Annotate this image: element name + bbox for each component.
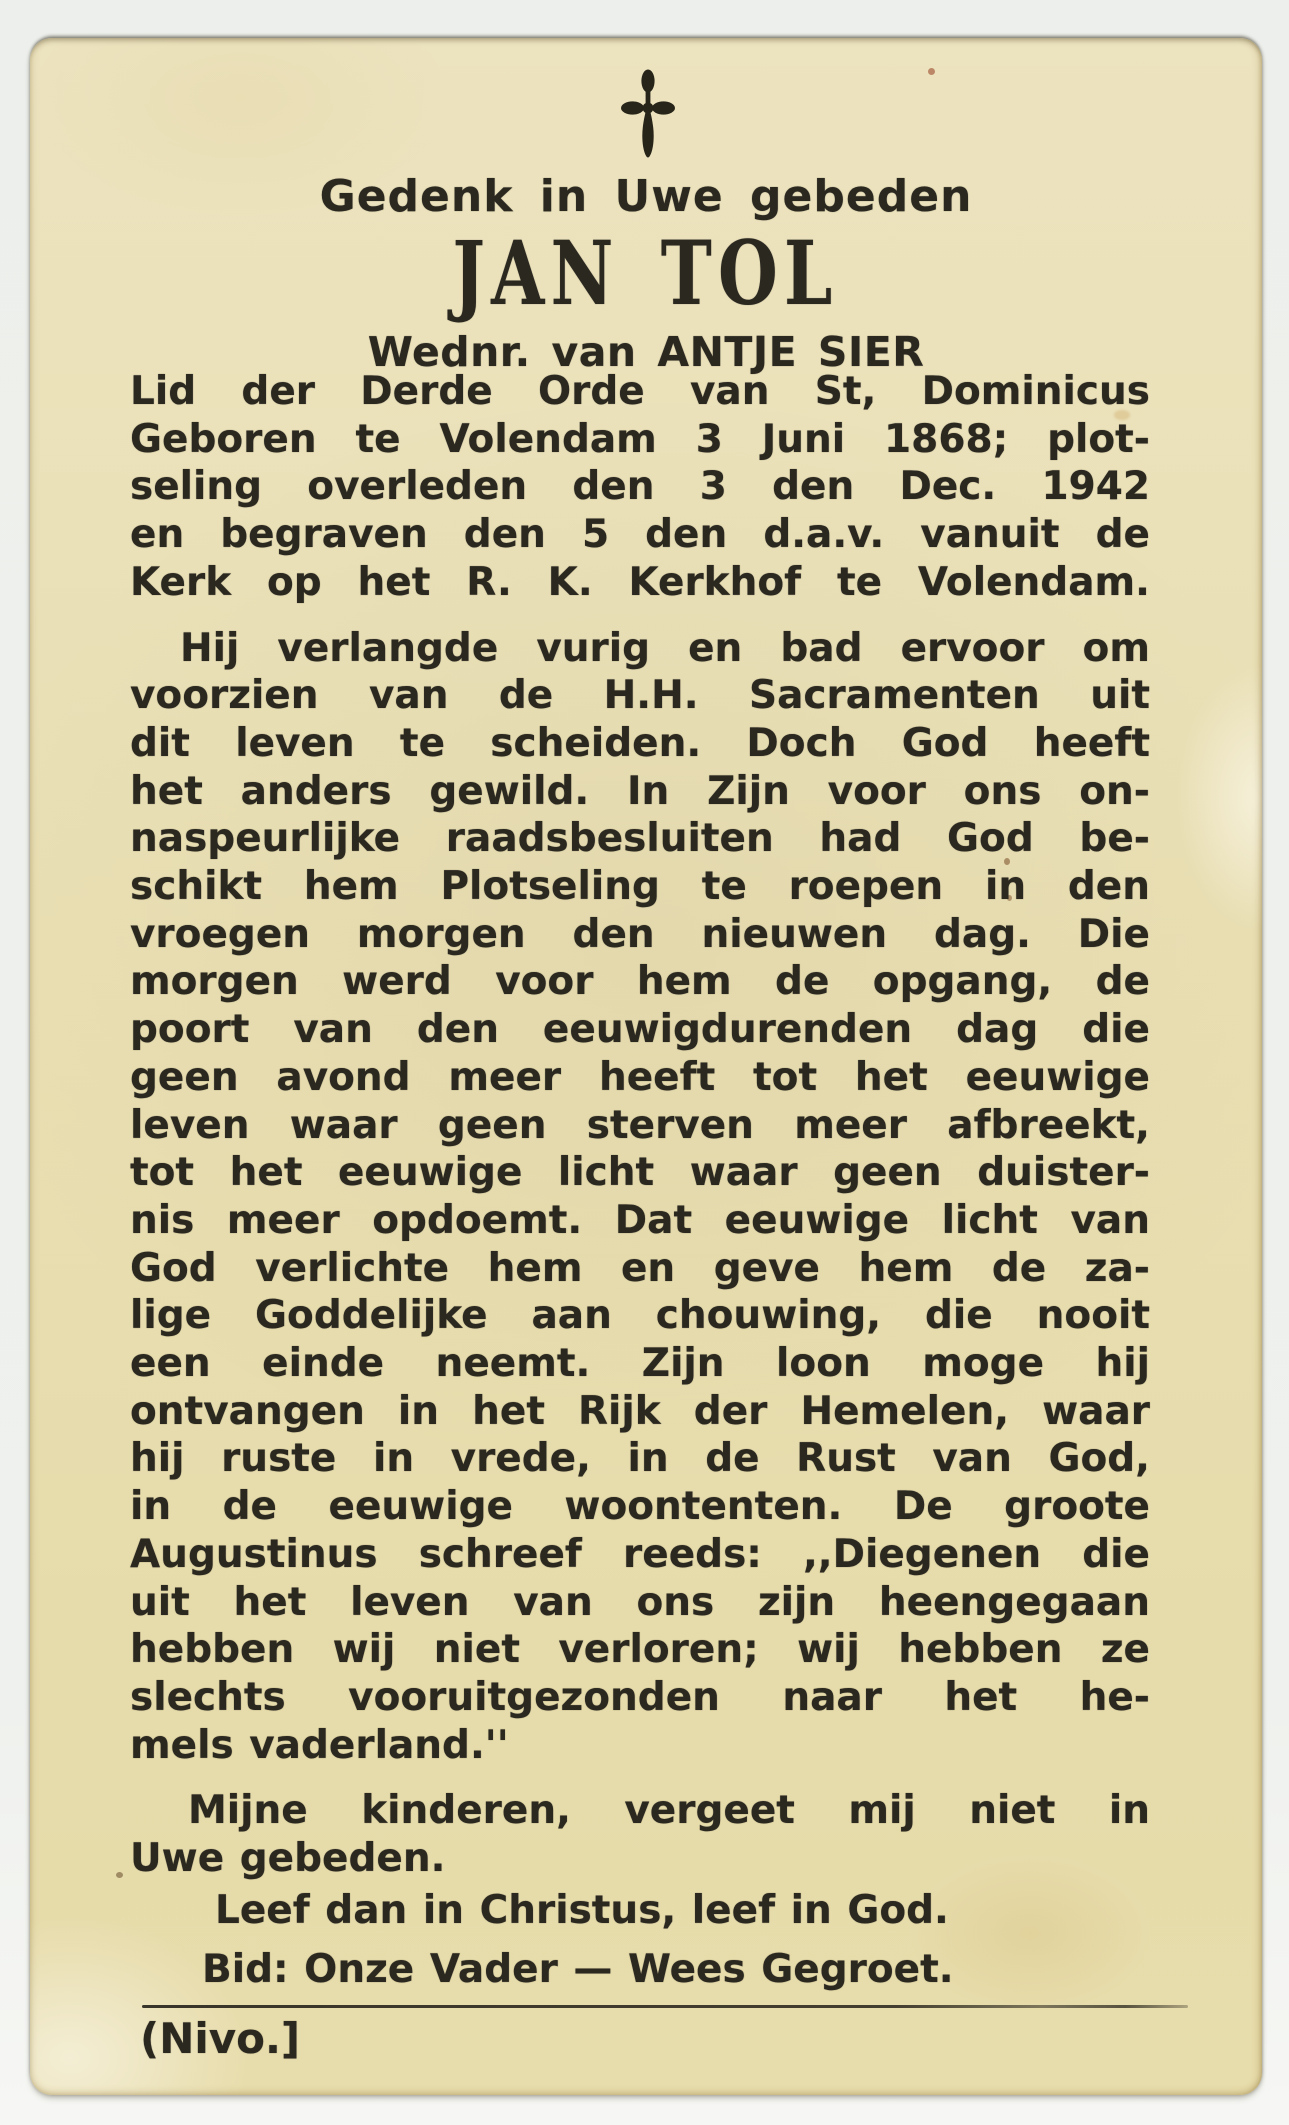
memorial-card: [30, 38, 1262, 2095]
deceased-name-row: [30, 221, 1262, 343]
text-line: ontvangen in het Rijk der Hemelen, waar: [130, 1388, 1150, 1434]
text-line: geen avond meer heeft tot het eeuwige: [130, 1054, 1150, 1100]
text-line: lige Goddelijke aan chouwing, die nooit: [130, 1293, 1150, 1339]
paragraph-vitals: [130, 368, 1150, 607]
text-line: morgen werd voor hem de opgang, de: [130, 959, 1150, 1005]
paper-speck: [116, 1872, 123, 1878]
text-line: hebben wij niet verloren; wij hebben ze: [130, 1627, 1150, 1673]
line-bid: Bid: Onze Vader — Wees Gegroet.: [202, 1946, 954, 1992]
text-line: nis meer opdoemt. Dat eeuwige licht van: [130, 1197, 1150, 1243]
text-line: uit het leven van ons zijn heengegaan: [130, 1579, 1150, 1625]
latin-budded-cross-icon: [620, 68, 676, 160]
text-line: dit leven te scheiden. Doch God heeft: [130, 720, 1150, 766]
text-line: Mijne kinderen, vergeet mij niet in: [188, 1788, 1150, 1834]
text-line: en begraven den 5 den d.a.v. vanuit de: [130, 512, 1150, 558]
text-line: voorzien van de H.H. Sacramenten uit: [130, 673, 1150, 719]
text-line: schikt hem Plotseling te roepen in den: [130, 864, 1150, 910]
text-line: slechts vooruitgezonden naar het he-: [130, 1674, 1150, 1720]
memorial-text: [130, 368, 1150, 2065]
line-leef: Leef dan in Christus, leef in God.: [215, 1887, 949, 1933]
text-line: een einde neemt. Zijn loon moge hij: [130, 1341, 1150, 1387]
text-line: Lid der Derde Orde van St, Dominicus: [130, 369, 1150, 414]
text-line: hij ruste in vrede, in de Rust van God,: [130, 1436, 1150, 1482]
text-line: Augustinus schreef reeds: ,,Diegenen die: [130, 1531, 1150, 1577]
paper-speck: [928, 68, 935, 75]
printer-mark: (Nivo.]: [140, 2014, 301, 2064]
paragraph-children: [130, 1787, 1150, 1882]
text-line: poort van den eeuwigdurenden dag die: [130, 1007, 1150, 1053]
relationship-line: Wednr. van ANTJE SIER: [367, 328, 925, 376]
text-line: mels vaderland.'': [130, 1722, 509, 1768]
paragraph-main: [130, 625, 1150, 1770]
text-line: Kerk op het R. K. Kerkhof te Volendam.: [130, 559, 1150, 605]
text-line: het anders gewild. In Zijn voor ons on-: [130, 768, 1150, 814]
text-line: God verlichte hem en geve hem de za-: [130, 1245, 1150, 1291]
text-line: leven waar geen sterven meer afbreekt,: [130, 1102, 1150, 1148]
text-line: seling overleden den 3 den Dec. 1942: [130, 464, 1150, 510]
printer-divider: [142, 2005, 1188, 2008]
deceased-name: JAN TOL: [452, 221, 840, 325]
memorial-intro: Gedenk in Uwe gebeden: [319, 171, 973, 222]
text-line: in de eeuwige woontenten. De groote: [130, 1484, 1150, 1530]
text-line: naspeurlijke raadsbesluiten had God be-: [130, 816, 1150, 862]
text-line: tot het eeuwige licht waar geen duister-: [130, 1150, 1150, 1196]
text-line: Uwe gebeden.: [130, 1836, 446, 1882]
text-line: Geboren te Volendam 3 Juni 1868; plot-: [130, 416, 1150, 462]
text-line: Hij verlangde vurig en bad ervoor om: [180, 625, 1150, 671]
text-line: vroegen morgen den nieuwen dag. Die: [130, 911, 1150, 957]
